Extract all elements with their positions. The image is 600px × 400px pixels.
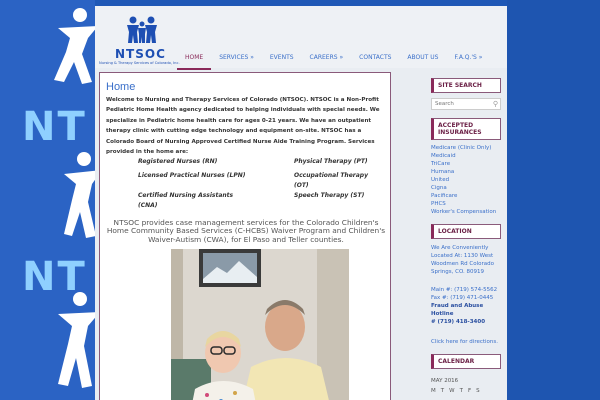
insurance-item[interactable]: Medicaid <box>431 153 456 159</box>
insurance-item[interactable]: PHCS <box>431 201 446 207</box>
contact-info <box>431 286 507 326</box>
fraud-hotline-label: Hotline <box>431 311 454 317</box>
service-item: Physical Therapy (PT) <box>294 158 368 165</box>
calendar-weekdays <box>431 388 480 394</box>
insurance-item[interactable]: United <box>431 177 450 183</box>
service-item: Occupational Therapy (OT) <box>294 172 368 189</box>
sidebar-title-insurances: ACCEPTED INSURANCES <box>431 118 501 140</box>
calendar-month: MAY 2016 <box>431 378 459 384</box>
case-management-note: NTSOC provides case management services for the Colorado Children's Home Community Based Services (C-HCBS) Waiver Program and Children's Waiver-Autism (CWA), for El Paso and Teller counties. <box>106 218 386 244</box>
insurance-item[interactable]: Pacificare <box>431 193 458 199</box>
page-container <box>95 6 507 400</box>
site-logo[interactable] <box>99 14 179 66</box>
insurance-item[interactable]: Humana <box>431 169 455 175</box>
insurance-list <box>431 144 507 216</box>
calendar-weekday: T <box>459 388 463 394</box>
site-header <box>95 6 507 68</box>
sidebar-title-calendar: CALENDAR <box>431 354 501 369</box>
background-right <box>507 0 600 400</box>
background-letters: NT <box>22 104 87 150</box>
calendar-weekday: S <box>476 388 480 394</box>
location-line: Springs, CO. 80919 <box>431 269 485 275</box>
main-nav <box>177 52 490 70</box>
background-letters: NT <box>22 254 87 300</box>
person-figure-icon <box>52 6 100 86</box>
photo-image <box>171 249 349 400</box>
service-item: Speech Therapy (ST) <box>294 192 365 199</box>
calendar-weekday: F <box>467 388 472 394</box>
sidebar-title-location: LOCATION <box>431 224 501 239</box>
family-logo-icon <box>125 14 159 44</box>
insurance-item[interactable]: Cigna <box>431 185 447 191</box>
location-line: Woodmen Rd Colorado <box>431 261 494 267</box>
fraud-hotline-phone: # (719) 418-3400 <box>431 319 486 325</box>
logo-name: NTSOC <box>115 47 166 61</box>
nav-events[interactable]: EVENTS <box>269 54 294 61</box>
insurance-item[interactable]: Worker's Compensation <box>431 209 497 215</box>
calendar-weekday: T <box>440 388 445 394</box>
location-address <box>431 244 507 276</box>
nav-about-us[interactable]: ABOUT US <box>407 54 439 61</box>
insurance-item[interactable]: TriCare <box>431 161 451 167</box>
intro-text: Welcome to Nursing and Therapy Services of Colorado (NTSOC). NTSOC is a Non-Profit Pediatric Home Health agency dedicated to helping individuals with special needs. We specialize in Pediatric home health care for ages 0-21 years. We have an outpatient therapy clinic with cutting edge technology and equipment on-site. NTSOC has a Colorado Board of Nursing Approved Certified Nurse Aide Training Program. Services provided in the home are: <box>106 97 380 156</box>
insurance-item[interactable]: Medicare (Clinic Only) <box>431 145 492 151</box>
directions-link[interactable]: Click here for directions. <box>431 339 499 345</box>
search-placeholder: Search <box>435 101 454 107</box>
main-phone: Main #: (719) 574-5562 <box>431 287 498 293</box>
nav-faqs[interactable]: F.A.Q.'S » <box>454 54 483 61</box>
main-content <box>99 72 391 400</box>
search-icon[interactable]: ⚲ <box>492 100 498 108</box>
nav-contacts[interactable]: CONTACTS <box>359 54 392 61</box>
sidebar-title-search: SITE SEARCH <box>431 78 501 93</box>
nav-careers[interactable]: CAREERS » <box>309 54 344 61</box>
nav-services[interactable]: SERVICES » <box>219 54 254 61</box>
service-item: Licensed Practical Nurses (LPN) <box>138 172 246 179</box>
hero-photo <box>171 249 349 400</box>
page-title: Home <box>106 81 136 93</box>
person-figure-icon <box>56 290 100 390</box>
search-input[interactable] <box>431 98 501 110</box>
location-line: We Are Conveniently <box>431 245 489 251</box>
background-left <box>0 0 95 400</box>
calendar-weekday: W <box>449 388 455 394</box>
calendar-weekday: M <box>431 388 436 394</box>
service-item: Registered Nurses (RN) <box>138 158 218 165</box>
fraud-hotline-label: Fraud and Abuse <box>431 303 484 309</box>
logo-subtitle: Nursing & Therapy Services of Colorado, Inc. <box>99 61 180 65</box>
location-line: Located At: 1130 West <box>431 253 494 259</box>
service-item: Certified Nursing Assistants (CNA) <box>138 192 234 209</box>
nav-home[interactable]: HOME <box>177 52 211 70</box>
fax-number: Fax #: (719) 471-0445 <box>431 295 494 301</box>
